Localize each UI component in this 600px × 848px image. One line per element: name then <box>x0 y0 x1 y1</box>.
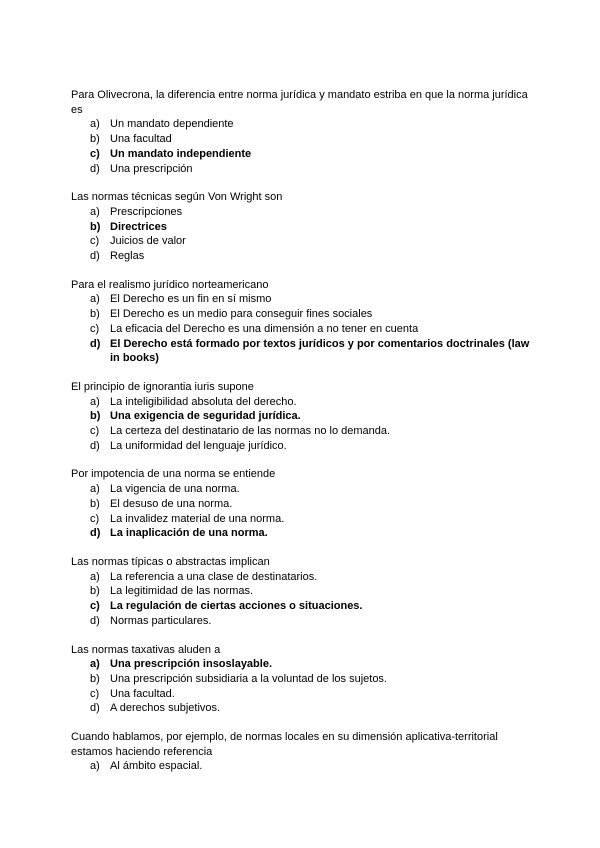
answer-option <box>71 570 531 585</box>
option-text: Una facultad. <box>110 687 175 700</box>
question-text: Para Olivecrona, la diferencia entre norma jurídica y mandato estriba en que la norma jurídica es <box>71 89 528 116</box>
answer-option <box>71 701 531 716</box>
question-text: Las normas taxativas aluden a <box>71 643 221 656</box>
option-text: El Derecho es un fin en sí mismo <box>110 293 272 306</box>
option-letter: b) <box>90 308 100 321</box>
option-text: La referencia a una clase de destinatarios. <box>110 570 318 583</box>
answer-options <box>71 657 531 716</box>
option-text: El Derecho está formado por textos jurídicos y por comentarios doctrinales (law in books) <box>110 337 530 365</box>
question-block <box>71 643 531 717</box>
answer-option <box>71 614 531 629</box>
option-letter: b) <box>90 672 100 685</box>
answer-option <box>71 147 531 162</box>
answer-options <box>71 570 531 629</box>
option-text: Un mandato dependiente <box>110 118 234 131</box>
option-text: La eficacia del Derecho es una dimensión a no tener en cuenta <box>110 322 419 335</box>
option-letter: a) <box>90 205 100 218</box>
answer-option <box>71 307 531 322</box>
option-text: La regulación de ciertas acciones o situaciones. <box>110 600 363 613</box>
option-text: El Derecho es un medio para conseguir fines sociales <box>110 308 373 321</box>
question-text: Para el realismo jurídico norteamericano <box>71 278 269 291</box>
option-letter: a) <box>90 395 100 408</box>
answer-option <box>71 117 531 132</box>
answer-option <box>71 526 531 541</box>
question-text: Por impotencia de una norma se entiende <box>71 468 276 481</box>
option-text: La certeza del destinatario de las normas no lo demanda. <box>110 425 391 438</box>
question-text: El principio de ignorantia iuris supone <box>71 380 254 393</box>
question-text: Las normas técnicas según Von Wright son <box>71 191 283 204</box>
option-letter: a) <box>90 658 100 671</box>
option-letter: c) <box>90 512 100 525</box>
option-text: El desuso de una norma. <box>110 497 233 510</box>
answer-option <box>71 759 531 774</box>
option-text: La inteligibilidad absoluta del derecho. <box>110 395 297 408</box>
option-letter: a) <box>90 760 100 773</box>
answer-options <box>71 759 531 774</box>
option-text: La inaplicación de una norma. <box>110 527 268 540</box>
answer-option <box>71 220 531 235</box>
option-letter: c) <box>90 235 100 248</box>
option-text: Normas particulares. <box>110 614 212 627</box>
option-letter: a) <box>90 118 100 131</box>
answer-options <box>71 205 531 264</box>
option-letter: b) <box>90 585 100 598</box>
answer-options <box>71 482 531 541</box>
answer-option <box>71 599 531 614</box>
option-letter: c) <box>90 600 100 613</box>
option-letter: c) <box>90 687 100 700</box>
answer-option <box>71 657 531 672</box>
option-text: Directrices <box>110 220 167 233</box>
option-letter: b) <box>90 220 101 233</box>
option-text: Un mandato independiente <box>110 147 252 160</box>
answer-option <box>71 249 531 264</box>
option-text: La invalidez material de una norma. <box>110 512 285 525</box>
question-block <box>71 730 531 774</box>
option-letter: a) <box>90 570 100 583</box>
option-letter: d) <box>90 527 101 540</box>
option-letter: d) <box>90 614 100 627</box>
answer-option <box>71 687 531 702</box>
document-page <box>71 88 531 788</box>
option-text: Una exigencia de seguridad jurídica. <box>110 410 301 423</box>
answer-option <box>71 234 531 249</box>
option-text: Una prescripción <box>110 162 193 175</box>
option-text: Una prescripción subsidiaria a la voluntad de los sujetos. <box>110 672 387 685</box>
answer-option <box>71 205 531 220</box>
option-text: A derechos subjetivos. <box>110 702 221 715</box>
option-letter: b) <box>90 497 100 510</box>
answer-option <box>71 132 531 147</box>
option-letter: d) <box>90 337 101 350</box>
option-letter: a) <box>90 483 100 496</box>
option-text: Una prescripción insoslayable. <box>110 658 273 671</box>
answer-option <box>71 395 531 410</box>
option-letter: c) <box>90 147 100 160</box>
answer-option <box>71 512 531 527</box>
question-block <box>71 380 531 454</box>
option-text: Prescripciones <box>110 205 183 218</box>
answer-option <box>71 292 531 307</box>
option-letter: c) <box>90 322 100 335</box>
question-block <box>71 88 531 176</box>
answer-option <box>71 584 531 599</box>
option-text: Juicios de valor <box>110 235 186 248</box>
question-text: Las normas típicas o abstractas implican <box>71 555 270 568</box>
answer-option <box>71 337 531 366</box>
option-text: La legitimidad de las normas. <box>110 585 254 598</box>
option-letter: b) <box>90 410 101 423</box>
answer-option <box>71 162 531 177</box>
answer-option <box>71 482 531 497</box>
question-block <box>71 190 531 264</box>
answer-option <box>71 439 531 454</box>
answer-options <box>71 117 531 176</box>
question-block <box>71 467 531 541</box>
option-text: Una facultad <box>110 133 172 146</box>
answer-option <box>71 322 531 337</box>
question-block <box>71 555 531 629</box>
question-block <box>71 278 531 366</box>
option-letter: b) <box>90 133 100 146</box>
option-letter: c) <box>90 425 100 438</box>
answer-options <box>71 395 531 454</box>
option-letter: d) <box>90 162 100 175</box>
question-text: Cuando hablamos, por ejemplo, de normas locales en su dimensión aplicativa-territorial estamos haciendo referencia <box>71 731 498 758</box>
option-letter: d) <box>90 702 100 715</box>
answer-option <box>71 672 531 687</box>
option-text: La vigencia de una norma. <box>110 483 240 496</box>
option-text: Al ámbito espacial. <box>110 760 203 773</box>
answer-option <box>71 497 531 512</box>
answer-option <box>71 424 531 439</box>
option-text: La uniformidad del lenguaje jurídico. <box>110 439 287 452</box>
option-letter: a) <box>90 293 100 306</box>
answer-option <box>71 409 531 424</box>
answer-options <box>71 292 531 366</box>
option-letter: d) <box>90 250 100 263</box>
option-letter: d) <box>90 439 100 452</box>
option-text: Reglas <box>110 250 145 263</box>
